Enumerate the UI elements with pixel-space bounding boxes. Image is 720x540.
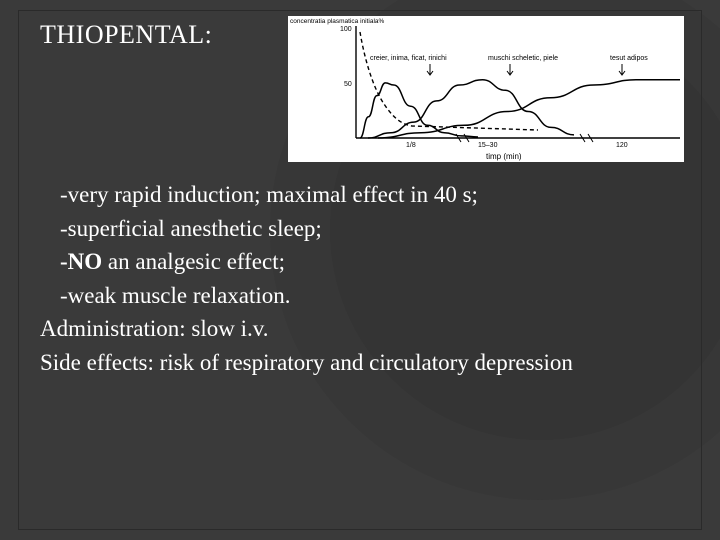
bullet-induction: -very rapid induction; maximal effect in 40 s; <box>60 182 478 207</box>
x-tick-1-8: 1/8 <box>406 142 416 149</box>
bullet-sleep: -superficial anesthetic sleep; <box>60 215 322 241</box>
bullet-analgesic <box>40 245 600 279</box>
administration-line: Administration: slow i.v. <box>40 316 269 341</box>
y-tick-50: 50 <box>344 81 352 88</box>
arrow-fat-icon <box>619 64 625 75</box>
blood-curve <box>360 32 538 130</box>
side-effects-line: Side effects: risk of respiratory and circulatory depression <box>40 349 573 375</box>
bullet-muscle: -weak muscle relaxation. <box>60 282 291 308</box>
bullet-analgesic-bold: -NO <box>60 249 103 274</box>
arrow-muscle-icon <box>507 64 513 75</box>
x-tick-15-30: 15–30 <box>478 142 498 149</box>
series-group <box>360 80 680 138</box>
chart-ylabel: concentratia plasmatica initiala% <box>290 18 385 25</box>
x-tick-120: 120 <box>616 142 628 149</box>
title-text: THIOPENTAL <box>40 20 205 49</box>
arrow-brain-icon <box>427 64 433 75</box>
title-colon: : <box>204 20 213 49</box>
chart-xlabel: timp (min) <box>486 152 522 161</box>
distribution-chart <box>288 16 684 162</box>
series-line-0 <box>360 83 478 138</box>
series-label-fat: tesut adipos <box>610 55 648 62</box>
series-label-muscle: muschi scheletic, piele <box>488 55 559 62</box>
slide-title <box>40 20 212 50</box>
series-label-brain: creier, inima, ficat, rinichi <box>370 55 447 62</box>
chart-svg <box>288 16 684 162</box>
content-list <box>40 178 600 379</box>
series-line-2 <box>378 80 680 138</box>
y-tick-100: 100 <box>340 26 352 33</box>
bullet-analgesic-text: an analgesic effect; <box>102 249 286 274</box>
